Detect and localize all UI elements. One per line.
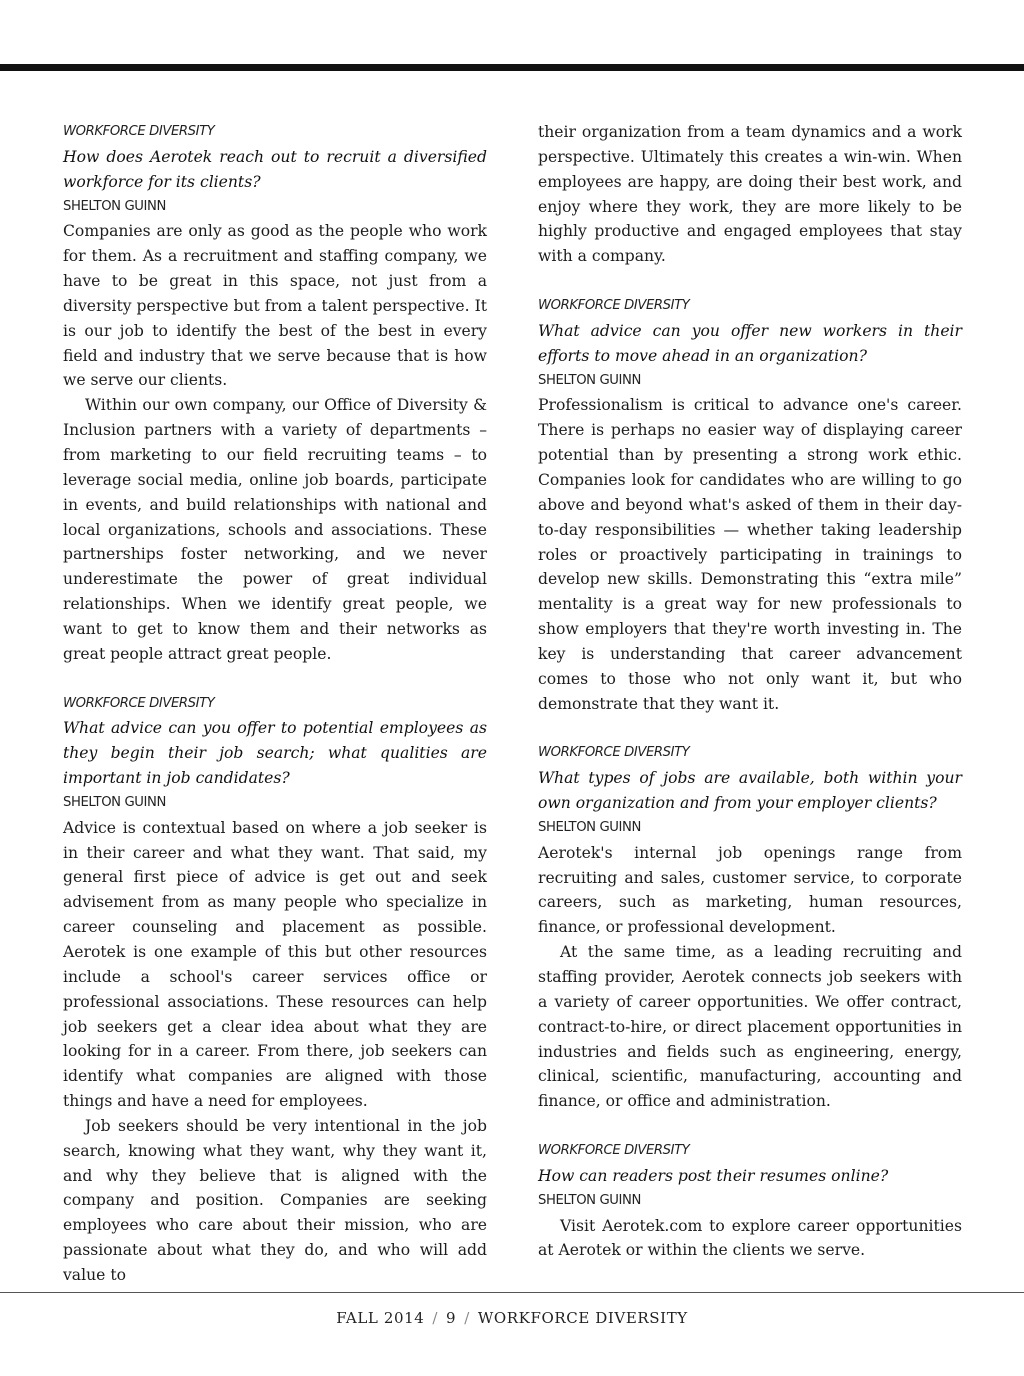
speaker-name: SHELTON GUINN (538, 372, 641, 388)
section-category: WORKFORCE DIVERSITY (538, 1143, 690, 1159)
question: How does Aerotek reach out to recruit a diversified workforce for its clients? (63, 147, 487, 191)
footer-separator: / (432, 1309, 439, 1327)
answer-paragraph: Visit Aerotek.com to explore career opportunities at Aerotek or within the clients we serve. (538, 1216, 962, 1260)
footer-season: FALL 2014 (336, 1309, 425, 1327)
speaker-name: SHELTON GUINN (538, 819, 641, 835)
question: How can readers post their resumes online? (538, 1166, 889, 1185)
answer-paragraph: Within our own company, our Office of Diversity & Inclusion partners with a variety of departments – from marketing to our field recruiting teams – to leverage social media, online job boards, participate in events, and build relationships with national and local organizations, schools and associations. These partnerships foster networking, and we never underestimate the power of great individual relationships. When we identify great people, we want to get to know them and their networks as great people attract great people. (63, 396, 487, 663)
footer-rule (0, 1292, 1024, 1293)
section-category: WORKFORCE DIVERSITY (538, 745, 690, 761)
footer-separator: / (464, 1309, 470, 1327)
qa-section (63, 120, 487, 667)
answer-paragraph: At the same time, as a leading recruiting and staffing provider, Aerotek connects job seekers with a variety of career opportunities. We offer contract, contract-to-hire, or direct placement opportunities in industries and fields such as engineering, energy, clinical, scientific, manufacturing, accounting and finance, or office and administration. (538, 943, 962, 1111)
speaker-name: SHELTON GUINN (538, 1192, 641, 1208)
section-category: WORKFORCE DIVERSITY (538, 298, 690, 314)
qa-section (538, 1139, 962, 1263)
speaker-name: SHELTON GUINN (63, 794, 166, 810)
question: What advice can you offer new workers in their efforts to move ahead in an organization? (538, 321, 962, 365)
continued-answer (538, 120, 962, 269)
answer-paragraph: Advice is contextual based on where a job seeker is in their career and what they want. That said, my general first piece of advice is get out and seek advisement from as many people who specialize in career counseling and placement as possible. Aerotek is one example of this but other resources include a school's career services office or professional associations. These resources can help job seekers get a clear idea about what they are looking for in a career. From there, job seekers can identify what companies are aligned with those things and have a need for employees. (63, 818, 487, 1111)
question: What types of jobs are available, both within your own organization and from your employer clients? (538, 769, 962, 813)
left-column (63, 120, 487, 1288)
qa-section (63, 692, 487, 1288)
question: What advice can you offer to potential employees as they begin their job search; what qualities are important in job candidates? (63, 719, 487, 788)
qa-section (538, 294, 962, 716)
answer-paragraph: their organization from a team dynamics and a work perspective. Ultimately this creates a win-win. When employees are happy, are doing their best work, and enjoy where they work, they are more likely to be highly productive and engaged employees that stay with a company. (538, 123, 962, 266)
qa-section (538, 741, 962, 1114)
right-column (538, 120, 962, 1263)
footer-magazine: WORKFORCE DIVERSITY (477, 1309, 688, 1327)
page-number: 9 (446, 1309, 457, 1327)
answer-paragraph: Professionalism is critical to advance one's career. There is perhaps no easier way of displaying career potential than by presenting a strong work ethic. Companies look for candidates who are willing to go above and beyond what's asked of them in their day-to-day responsibilities — whether taking leadership roles or proactively participating in trainings to develop new skills. Demonstrating this “extra mile” mentality is a great way for new professionals to show employers that they're worth investing in. The key is understanding that career advancement comes to those who not only want it, but who demonstrate that they want it. (538, 396, 962, 713)
section-category: WORKFORCE DIVERSITY (63, 124, 215, 139)
answer-paragraph: Job seekers should be very intentional in the job search, knowing what they want, why they want it, and why they believe that is aligned with the company and position. Companies are seeking employees who care about their mission, who are passionate about what they do, and who will add value to (63, 1116, 487, 1284)
page-footer (0, 1309, 1024, 1327)
header-rule (0, 64, 1024, 71)
section-category: WORKFORCE DIVERSITY (63, 695, 215, 711)
answer-paragraph: Companies are only as good as the people who work for them. As a recruitment and staffing company, we have to be great in this space, not just from a diversity perspective but from a talent perspective. It is our job to identify the best of the best in every field and industry that we serve because that is how we serve our clients. (63, 222, 487, 390)
answer-paragraph: Aerotek's internal job openings range from recruiting and sales, customer service, to corporate careers, such as marketing, human resources, finance, or professional development. (538, 843, 962, 937)
speaker-name: SHELTON GUINN (63, 198, 166, 214)
